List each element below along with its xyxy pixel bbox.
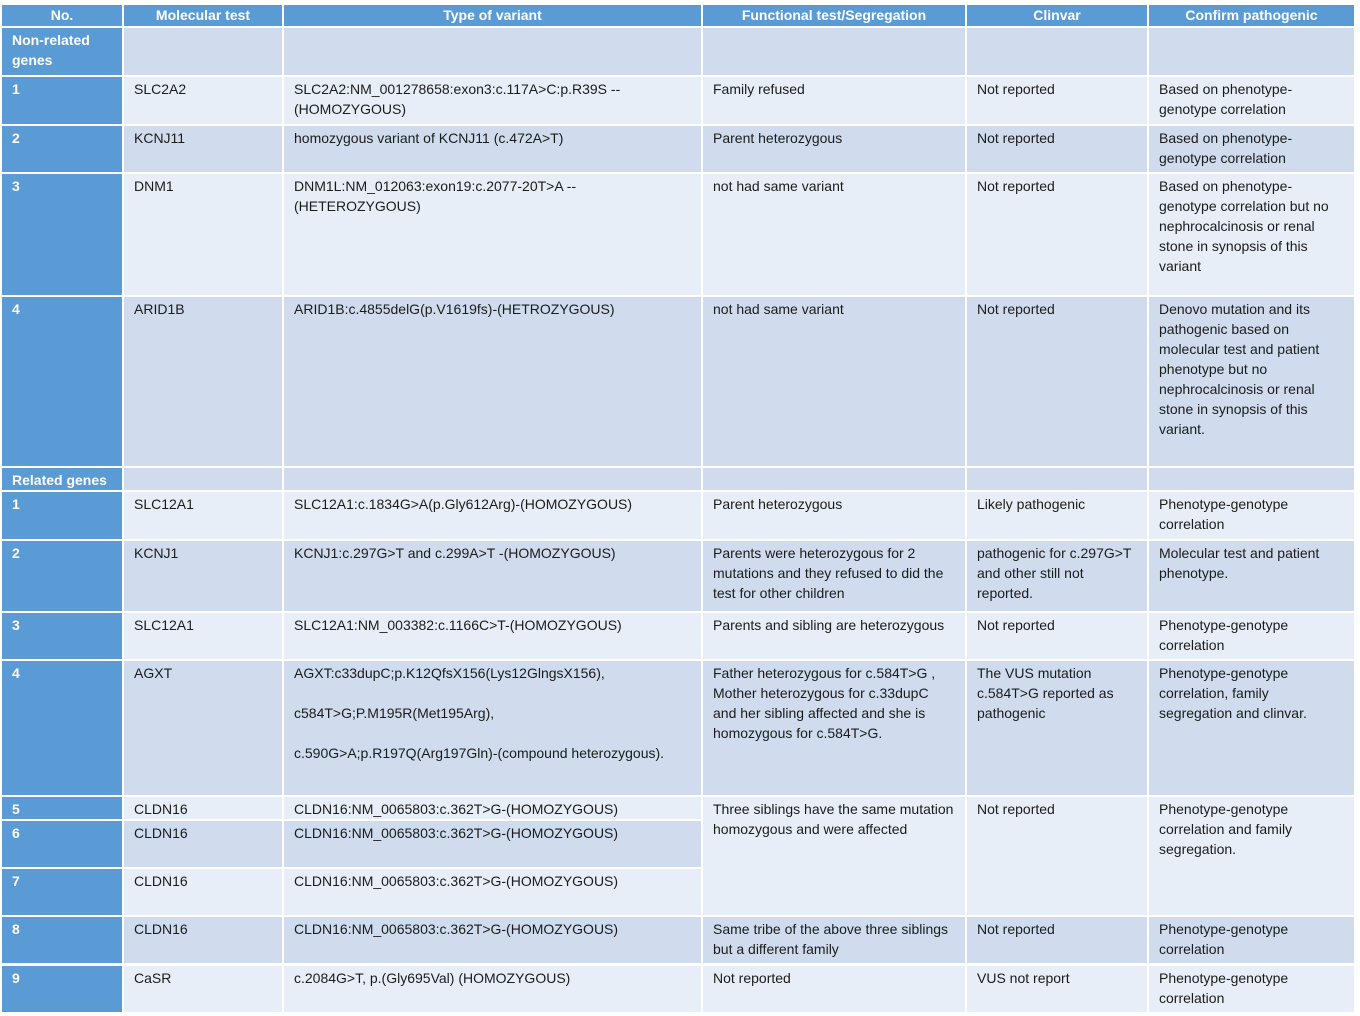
variant-cell: KCNJ1:c.297G>T and c.299A>T -(HOMOZYGOUS) bbox=[284, 541, 701, 611]
header-type-of-variant: Type of variant bbox=[284, 5, 701, 26]
functional-test-cell: Parent heterozygous bbox=[703, 492, 965, 539]
clinvar-cell: pathogenic for c.297G>T and other still not reported. bbox=[967, 541, 1147, 611]
confirm-pathogenic-merged-cell: Phenotype-genotype correlation and family segregation. bbox=[1149, 797, 1354, 915]
row-number: 2 bbox=[2, 541, 122, 611]
row-number: 7 bbox=[2, 869, 122, 915]
row-number: 3 bbox=[2, 613, 122, 659]
clinvar-cell: The VUS mutation c.584T>G reported as pathogenic bbox=[967, 661, 1147, 795]
variant-cell: SLC12A1:c.1834G>A(p.Gly612Arg)-(HOMOZYGOUS) bbox=[284, 492, 701, 539]
header-functional-test: Functional test/Segregation bbox=[703, 5, 965, 26]
functional-test-cell: Not reported bbox=[703, 966, 965, 1012]
row-number: 1 bbox=[2, 492, 122, 539]
confirm-pathogenic-cell: Phenotype-genotype correlation, family segregation and clinvar. bbox=[1149, 661, 1354, 795]
header-confirm-pathogenic: Confirm pathogenic bbox=[1149, 5, 1354, 26]
functional-test-cell: Same tribe of the above three siblings but a different family bbox=[703, 917, 965, 963]
functional-test-cell: not had same variant bbox=[703, 297, 965, 466]
molecular-test-cell: CLDN16 bbox=[124, 821, 282, 867]
row-number: 3 bbox=[2, 174, 122, 295]
section-empty-cell bbox=[967, 468, 1147, 490]
confirm-pathogenic-cell: Phenotype-genotype correlation bbox=[1149, 613, 1354, 659]
confirm-pathogenic-cell: Based on phenotype-genotype correlation but no nephrocalcinosis or renal stone in synopsis of this variant bbox=[1149, 174, 1354, 295]
variant-cell: DNM1L:NM_012063:exon19:c.2077-20T>A --(HETEROZYGOUS) bbox=[284, 174, 701, 295]
header-no: No. bbox=[2, 5, 122, 26]
header-clinvar: Clinvar bbox=[967, 5, 1147, 26]
header-molecular-test: Molecular test bbox=[124, 5, 282, 26]
molecular-test-cell: CLDN16 bbox=[124, 869, 282, 915]
molecular-test-cell: CLDN16 bbox=[124, 797, 282, 819]
section-empty-cell bbox=[967, 28, 1147, 75]
molecular-test-cell: SLC12A1 bbox=[124, 492, 282, 539]
section-empty-cell bbox=[124, 468, 282, 490]
molecular-test-cell: KCNJ1 bbox=[124, 541, 282, 611]
confirm-pathogenic-cell: Phenotype-genotype correlation bbox=[1149, 917, 1354, 963]
variant-cell: ARID1B:c.4855delG(p.V1619fs)-(HETROZYGOUS) bbox=[284, 297, 701, 466]
row-number: 2 bbox=[2, 126, 122, 172]
clinvar-cell: Not reported bbox=[967, 126, 1147, 172]
molecular-test-cell: CLDN16 bbox=[124, 917, 282, 963]
clinvar-cell: VUS not report bbox=[967, 966, 1147, 1012]
functional-test-merged-cell: Three siblings have the same mutation homozygous and were affected bbox=[703, 797, 965, 915]
row-number: 4 bbox=[2, 297, 122, 466]
variant-cell: homozygous variant of KCNJ11 (c.472A>T) bbox=[284, 126, 701, 172]
confirm-pathogenic-cell: Molecular test and patient phenotype. bbox=[1149, 541, 1354, 611]
molecular-test-cell: ARID1B bbox=[124, 297, 282, 466]
section-label: Non-related genes bbox=[2, 28, 122, 75]
molecular-test-cell: AGXT bbox=[124, 661, 282, 795]
variant-cell: CLDN16:NM_0065803:c.362T>G-(HOMOZYGOUS) bbox=[284, 917, 701, 963]
clinvar-cell: Not reported bbox=[967, 613, 1147, 659]
section-label: Related genes bbox=[2, 468, 122, 490]
variant-cell: AGXT:c33dupC;p.K12QfsX156(Lys12GlngsX156), c584T>G;P.M195R(Met195Arg), c.590G>A;p.R197Q(Arg197Gln)-(compound heterozygous). bbox=[284, 661, 701, 795]
section-empty-cell bbox=[1149, 28, 1354, 75]
clinvar-cell: Likely pathogenic bbox=[967, 492, 1147, 539]
molecular-test-cell: KCNJ11 bbox=[124, 126, 282, 172]
variant-cell: SLC2A2:NM_001278658:exon3:c.117A>C:p.R39S --(HOMOZYGOUS) bbox=[284, 77, 701, 124]
section-empty-cell bbox=[124, 28, 282, 75]
variant-cell: CLDN16:NM_0065803:c.362T>G-(HOMOZYGOUS) bbox=[284, 821, 701, 867]
confirm-pathogenic-cell: Denovo mutation and its pathogenic based on molecular test and patient phenotype but no nephrocalcinosis or renal stone in synopsis of this variant. bbox=[1149, 297, 1354, 466]
clinvar-cell: Not reported bbox=[967, 917, 1147, 963]
clinvar-cell: Not reported bbox=[967, 174, 1147, 295]
functional-test-cell: Family refused bbox=[703, 77, 965, 124]
variant-cell: CLDN16:NM_0065803:c.362T>G-(HOMOZYGOUS) bbox=[284, 797, 701, 819]
molecular-test-cell: SLC12A1 bbox=[124, 613, 282, 659]
row-number: 5 bbox=[2, 797, 122, 819]
confirm-pathogenic-cell: Based on phenotype-genotype correlation bbox=[1149, 126, 1354, 172]
section-empty-cell bbox=[703, 28, 965, 75]
molecular-test-cell: DNM1 bbox=[124, 174, 282, 295]
functional-test-cell: Parents were heterozygous for 2 mutations and they refused to did the test for other children bbox=[703, 541, 965, 611]
section-empty-cell bbox=[1149, 468, 1354, 490]
variant-cell: CLDN16:NM_0065803:c.362T>G-(HOMOZYGOUS) bbox=[284, 869, 701, 915]
section-empty-cell bbox=[703, 468, 965, 490]
functional-test-cell: Parents and sibling are heterozygous bbox=[703, 613, 965, 659]
confirm-pathogenic-cell: Based on phenotype-genotype correlation bbox=[1149, 77, 1354, 124]
variant-cell: SLC12A1:NM_003382:c.1166C>T-(HOMOZYGOUS) bbox=[284, 613, 701, 659]
row-number: 1 bbox=[2, 77, 122, 124]
functional-test-cell: not had same variant bbox=[703, 174, 965, 295]
clinvar-cell: Not reported bbox=[967, 77, 1147, 124]
functional-test-cell: Parent heterozygous bbox=[703, 126, 965, 172]
confirm-pathogenic-cell: Phenotype-genotype correlation bbox=[1149, 966, 1354, 1012]
functional-test-cell: Father heterozygous for c.584T>G , Mother heterozygous for c.33dupC and her sibling affected and she is homozygous for c.584T>G. bbox=[703, 661, 965, 795]
molecular-test-cell: SLC2A2 bbox=[124, 77, 282, 124]
clinvar-cell: Not reported bbox=[967, 297, 1147, 466]
section-empty-cell bbox=[284, 28, 701, 75]
row-number: 6 bbox=[2, 821, 122, 867]
row-number: 9 bbox=[2, 966, 122, 1012]
row-number: 8 bbox=[2, 917, 122, 963]
clinvar-merged-cell: Not reported bbox=[967, 797, 1147, 915]
section-empty-cell bbox=[284, 468, 701, 490]
row-number: 4 bbox=[2, 661, 122, 795]
variant-cell: c.2084G>T, p.(Gly695Val) (HOMOZYGOUS) bbox=[284, 966, 701, 1012]
confirm-pathogenic-cell: Phenotype-genotype correlation bbox=[1149, 492, 1354, 539]
molecular-test-cell: CaSR bbox=[124, 966, 282, 1012]
